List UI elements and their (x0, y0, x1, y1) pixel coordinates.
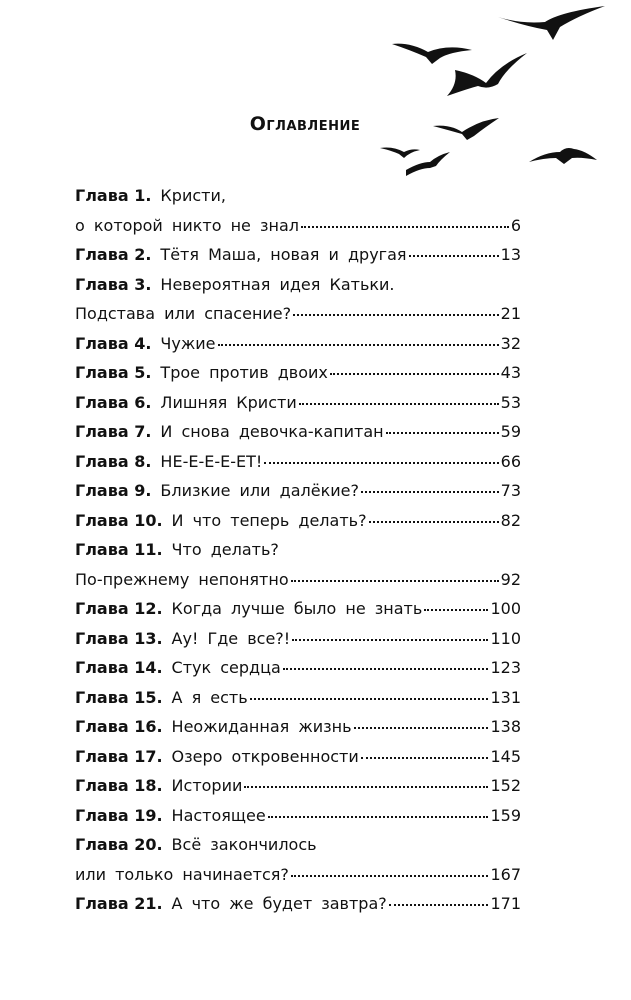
dot-leader (244, 785, 488, 788)
chapter-title: Невероятная идея Катьки. (160, 274, 395, 294)
chapter-label: Глава 13. (75, 628, 163, 648)
toc-entry-20[interactable] (75, 830, 521, 860)
chapter-label: Глава 8. (75, 451, 152, 471)
toc-entry-7[interactable] (75, 417, 521, 447)
dot-leader (369, 520, 499, 523)
chapter-label: Глава 20. (75, 835, 163, 854)
toc-entry-11-cont[interactable] (75, 565, 521, 595)
chapter-label: Глава 18. (75, 776, 163, 795)
toc-entry-3-cont[interactable] (75, 299, 521, 329)
toc-entry-8[interactable] (75, 447, 521, 477)
page-number: 167 (490, 864, 521, 884)
page-number: 138 (490, 717, 521, 736)
page-number: 59 (500, 422, 521, 441)
chapter-title: И снова девочка-капитан (160, 422, 384, 441)
dot-leader (292, 638, 488, 641)
chapter-title: Настоящее (171, 805, 266, 825)
page-number: 66 (500, 451, 521, 471)
dot-leader (330, 372, 499, 375)
toc-entry-10[interactable] (75, 506, 521, 536)
page-number: 100 (490, 599, 521, 618)
chapter-title: Ау! Где все?! (171, 628, 291, 648)
page-number: 32 (500, 333, 521, 353)
chapter-label: Глава 11. (75, 540, 163, 559)
chapter-label: Глава 17. (75, 746, 163, 766)
chapter-title: Тётя Маша, новая и другая (160, 245, 407, 264)
dot-leader (291, 874, 489, 877)
page-number: 53 (500, 392, 521, 412)
page-number: 110 (490, 628, 521, 648)
chapter-title: Когда лучше было не знать (171, 599, 423, 618)
flying-birds-icon (0, 0, 631, 200)
dot-leader (218, 343, 499, 346)
chapter-title-cont: Подстава или спасение? (75, 304, 292, 323)
chapter-title: Истории (171, 776, 243, 795)
chapter-label: Глава 9. (75, 481, 152, 500)
chapter-label: Глава 21. (75, 894, 163, 913)
dot-leader (424, 608, 488, 611)
chapter-title: А что же будет завтра? (171, 894, 387, 913)
page-number: 6 (510, 215, 521, 235)
toc-entry-15[interactable] (75, 683, 521, 713)
toc-entry-1[interactable] (75, 181, 521, 211)
page-number: 145 (490, 746, 521, 766)
chapter-label: Глава 7. (75, 422, 152, 441)
chapter-title: А я есть (171, 687, 248, 707)
toc-entry-13[interactable] (75, 624, 521, 654)
chapter-title: Что делать? (171, 540, 279, 559)
chapter-title: НЕ-Е-Е-Е-ЕТ! (160, 451, 263, 471)
dot-leader (361, 756, 489, 759)
dot-leader (291, 579, 499, 582)
chapter-title: Неожиданная жизнь (171, 717, 352, 736)
chapter-title: И что теперь делать? (171, 510, 367, 530)
chapter-label: Глава 15. (75, 687, 163, 707)
toc-entry-11[interactable] (75, 535, 521, 565)
toc-entry-1-cont[interactable] (75, 211, 521, 241)
toc-entry-21[interactable] (75, 889, 521, 919)
toc-entry-6[interactable] (75, 388, 521, 418)
chapter-title: Кристи, (160, 186, 226, 205)
dot-leader (268, 815, 489, 818)
chapter-label: Глава 6. (75, 392, 152, 412)
chapter-label: Глава 1. (75, 186, 152, 205)
chapter-label: Глава 4. (75, 333, 152, 353)
toc-entry-14[interactable] (75, 653, 521, 683)
toc-entry-19[interactable] (75, 801, 521, 831)
dot-leader (283, 667, 489, 670)
page-number: 13 (500, 245, 521, 264)
chapter-label: Глава 12. (75, 599, 163, 618)
page-number: 82 (500, 510, 521, 530)
dot-leader (409, 254, 499, 257)
toc-entry-12[interactable] (75, 594, 521, 624)
dot-leader (361, 490, 499, 493)
page-number: 21 (500, 304, 521, 323)
chapter-label: Глава 2. (75, 245, 152, 264)
table-of-contents (75, 181, 521, 919)
chapter-title-cont: о которой никто не знал (75, 215, 299, 235)
page-number: 152 (490, 776, 521, 795)
toc-entry-18[interactable] (75, 771, 521, 801)
page-number: 43 (500, 363, 521, 382)
chapter-title: Озеро откровенности (171, 746, 359, 766)
toc-entry-3[interactable] (75, 270, 521, 300)
chapter-label: Глава 10. (75, 510, 163, 530)
toc-entry-16[interactable] (75, 712, 521, 742)
toc-entry-2[interactable] (75, 240, 521, 270)
chapter-title: Стук сердца (171, 658, 281, 677)
page-title: Оглавление (249, 113, 361, 135)
toc-entry-17[interactable] (75, 742, 521, 772)
dot-leader (386, 431, 499, 434)
toc-entry-20-cont[interactable] (75, 860, 521, 890)
page-number: 159 (490, 805, 521, 825)
chapter-label: Глава 16. (75, 717, 163, 736)
chapter-label: Глава 19. (75, 805, 163, 825)
chapter-title: Лишняя Кристи (160, 392, 297, 412)
toc-entry-4[interactable] (75, 329, 521, 359)
page-number: 131 (490, 687, 521, 707)
chapter-label: Глава 3. (75, 274, 152, 294)
page-number: 92 (500, 569, 521, 589)
dot-leader (354, 726, 489, 729)
chapter-label: Глава 5. (75, 363, 152, 382)
dot-leader (389, 903, 489, 906)
dot-leader (293, 313, 499, 316)
dot-leader (264, 461, 498, 464)
page-number: 73 (500, 481, 521, 500)
dot-leader (299, 402, 499, 405)
chapter-title: Близкие или далёкие? (160, 481, 359, 500)
toc-entry-9[interactable] (75, 476, 521, 506)
chapter-label: Глава 14. (75, 658, 163, 677)
page-number: 171 (490, 894, 521, 913)
chapter-title-cont: или только начинается? (75, 864, 289, 884)
dot-leader (250, 697, 489, 700)
page-number: 123 (490, 658, 521, 677)
chapter-title: Трое против двоих (160, 363, 328, 382)
chapter-title: Чужие (160, 333, 216, 353)
chapter-title-cont: По-прежнему непонятно (75, 569, 289, 589)
toc-entry-5[interactable] (75, 358, 521, 388)
dot-leader (301, 225, 509, 228)
chapter-title: Всё закончилось (171, 835, 317, 854)
